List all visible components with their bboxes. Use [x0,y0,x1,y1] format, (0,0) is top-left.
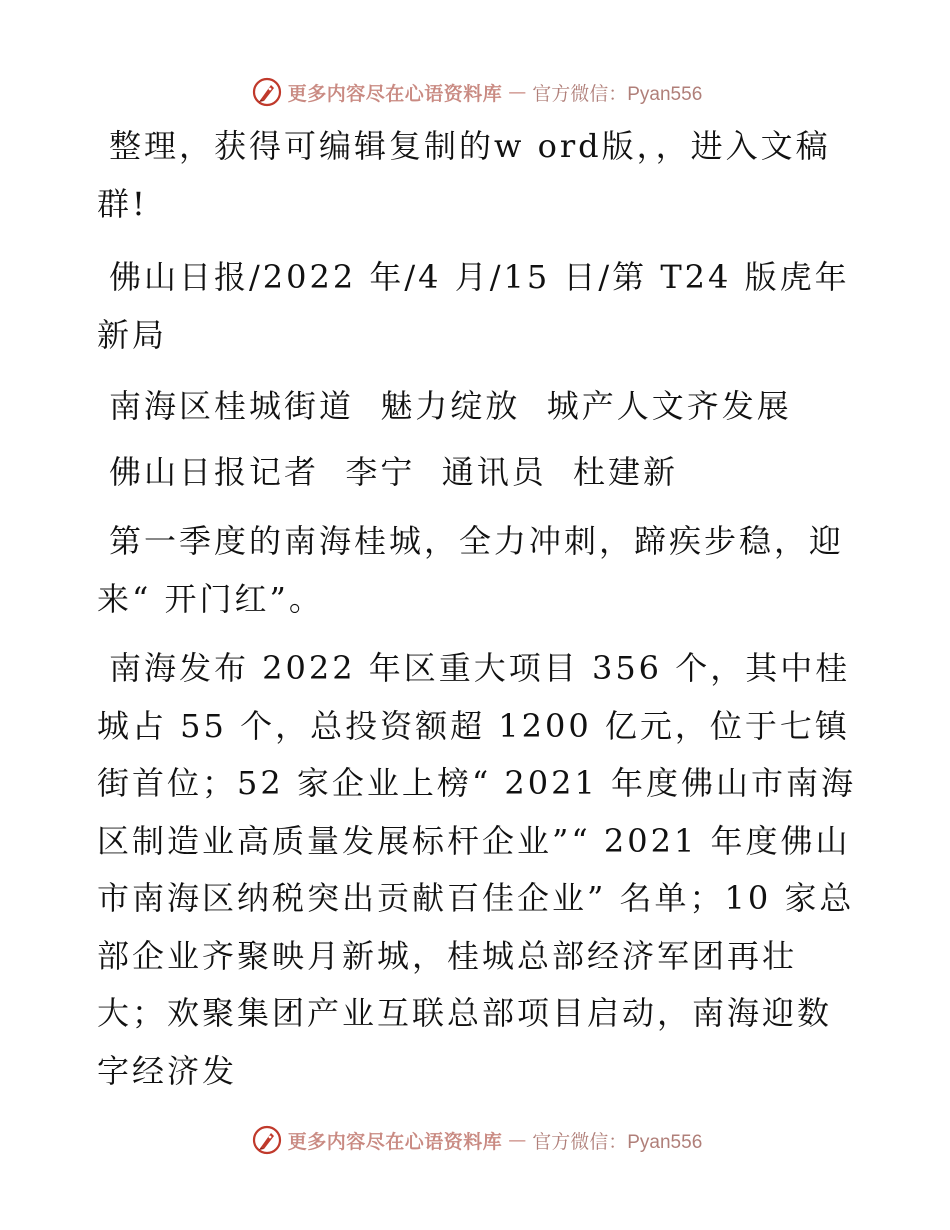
banner-content [248,77,703,107]
banner-separator: — [508,1129,527,1151]
document-body [97,118,857,1112]
banner-title: 更多内容尽在心语资料库 [287,1130,503,1153]
paragraph-lead: 第一季度的南海桂城，全力冲刺，蹄疾步稳，迎来“ 开门红”。 [97,522,845,618]
paragraph-headline: 南海区桂城街道 魅力绽放 城产人文齐发展 [109,387,792,425]
banner-wechat: 官方微信：Pyan556 [532,1131,703,1153]
paragraph-intro: 整理，获得可编辑复制的w ord版，，进入文稿群! [97,127,831,223]
banner-title: 更多内容尽在心语资料库 [287,82,503,105]
paragraph-source: 佛山日报/2022 年/4 月/15 日/第 T24 版虎年新局 [97,258,850,354]
footer-banner [0,1120,950,1160]
pen-nib-logo-icon [252,77,282,107]
banner-separator: — [508,81,527,103]
header-banner [0,72,950,112]
banner-content [248,1125,703,1155]
paragraph-byline: 佛山日报记者 李宁 通讯员 杜建新 [109,452,679,491]
pen-nib-logo-icon [252,1125,282,1155]
banner-wechat: 官方微信：Pyan556 [532,83,703,105]
paragraph-body: 南海发布 2022 年区重大项目 356 个，其中桂城占 55 个，总投资额超 1200 亿元，位于七镇街首位；52 家企业上榜“ 2021 年度佛山市南海区制造业高质量发展标杆企业”“ 2021 年度佛山市南海区纳税突出贡献百佳企业” 名单；10 家总部企业齐聚映月新城，桂城总部经济军团再壮大；欢聚集团产业互联总部项目启动，南海迎数字经济发 [97,649,857,1090]
